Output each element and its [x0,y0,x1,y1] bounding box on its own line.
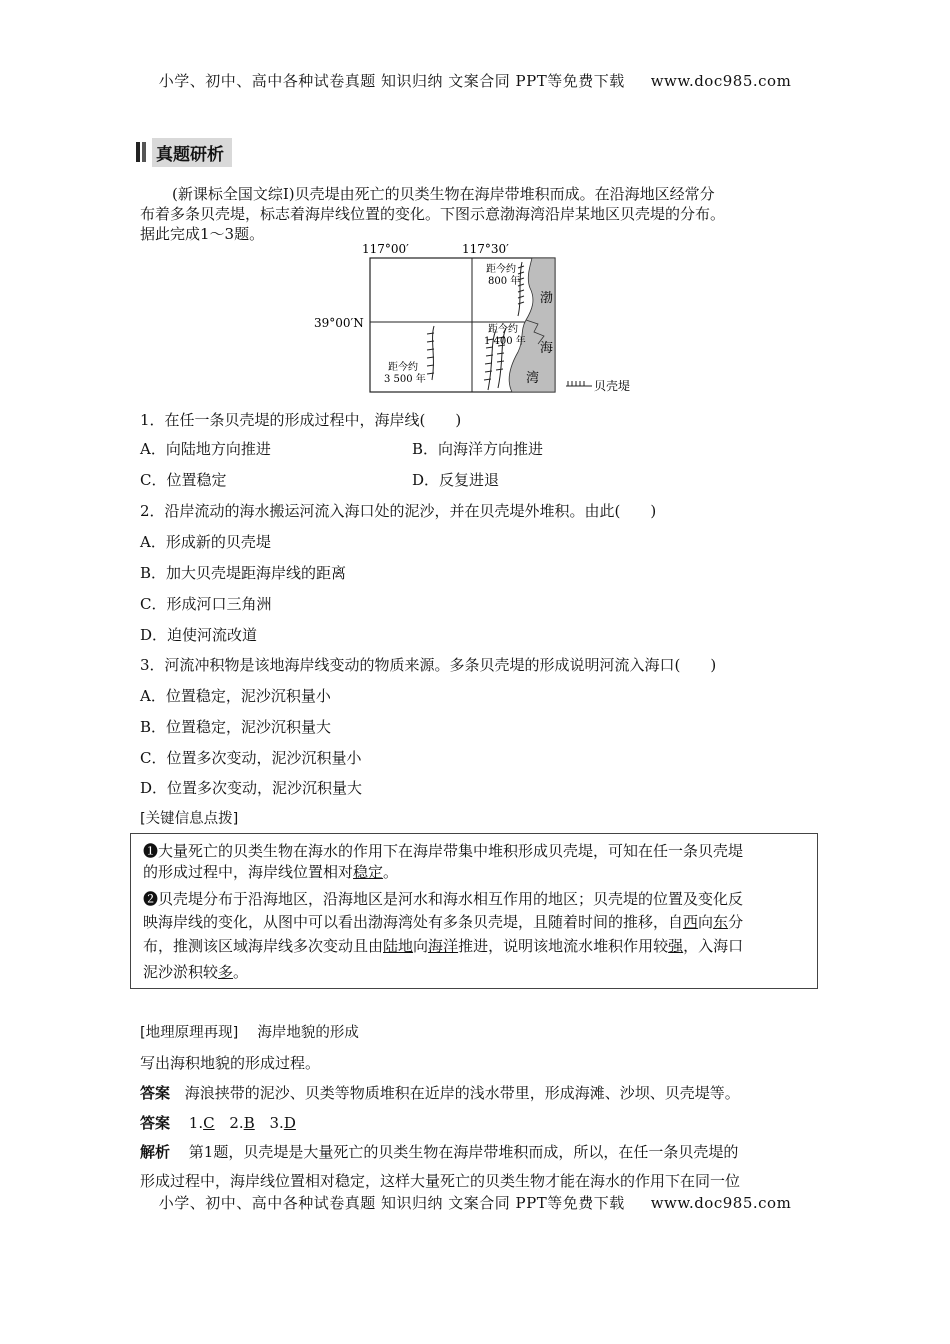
key-p2-text: 泥沙淤积较 [143,963,219,981]
section-title-text: 真题研析 [152,138,232,167]
lat-label: 39°00′N [314,316,364,330]
title-bar-icon [142,142,146,162]
ridge-1400-label-a: 距今约 [488,324,518,335]
principle-answer-text: 海浪挟带的泥沙、贝类等物质堆积在近岸的浅水带里，形成海滩、沙坝、贝壳堤等。 [184,1084,740,1102]
page-header [0,70,950,91]
q3-option-a[interactable]: A．位置稳定，泥沙沉积量小 [140,687,331,705]
intro-line-3: 据此完成1～3题。 [140,225,265,243]
key-p2-line2 [143,911,813,932]
answer-3-num: 3. [269,1114,284,1132]
q3-option-c[interactable]: C．位置多次变动，泥沙沉积量小 [140,749,362,767]
ridge-3500-label-a: 距今约 [388,362,418,373]
key-underline-more: 多 [218,963,234,981]
key-p1-text: 的形成过程中，海岸线位置相对 [143,863,354,881]
key-p2-text: 向 [698,913,714,931]
q1-option-c[interactable]: C．位置稳定 [140,471,227,489]
question-2: 2．沿岸流动的海水搬运河流入海口处的泥沙，并在贝壳堤外堆积。由此( ) [140,502,657,520]
shell-ridge-3500 [427,326,434,380]
key-underline-land: 陆地 [383,937,414,955]
q3-option-d[interactable]: D．位置多次变动，泥沙沉积量大 [140,779,363,797]
lon-label-2: 117°30′ [462,242,509,256]
key-p1-line1: ❶大量死亡的贝类生物在海水的作用下在海岸带集中堆积形成贝壳堤，可知在任一条贝壳堤 [143,842,744,860]
q1-option-d[interactable]: D．反复进退 [412,471,500,489]
key-p2-text: 映海岸线的变化，从图中可以看出渤海湾处有多条贝壳堤，且随着时间的推移，自 [143,913,684,931]
sea-label-hai: 海 [540,341,554,356]
principle-prompt: 写出海积地貌的形成过程。 [140,1054,321,1072]
answers-line [140,1112,296,1133]
analysis-text-1: 第1题，贝壳堤是大量死亡的贝类生物在海岸带堆积而成，所以，在任一条贝壳堤的 [188,1143,739,1161]
q1-option-b[interactable]: B．向海洋方向推进 [412,440,544,458]
answer-1: C [203,1114,215,1132]
q1-option-a[interactable]: A．向陆地方向推进 [140,440,271,458]
ridge-1400-label-b: 1 400 年 [484,336,526,347]
key-p2-line4 [143,961,813,982]
answers-label: 答案 [140,1114,171,1132]
intro-line-2: 布着多条贝壳堤，标志着海岸线位置的变化。下图示意渤海湾沿岸某地区贝壳堤的分布。 [140,205,726,223]
key-info-label: [关键信息点拨] [140,811,239,827]
question-1: 1．在任一条贝壳堤的形成过程中，海岸线( ) [140,411,462,429]
key-p2-text: 分 [728,913,744,931]
principle-heading [140,1021,359,1042]
ridge-800-label-b: 800 年 [488,276,521,287]
answer-2-num: 2. [229,1114,244,1132]
key-underline-ocean: 海洋 [428,937,459,955]
key-p2-text: 。 [233,963,249,981]
key-p2-text: 布，推测该区域海岸线多次变动且由 [143,937,384,955]
q2-option-d[interactable]: D．迫使河流改道 [140,626,258,644]
key-p2-line3 [143,935,813,956]
shell-ridge-map [300,240,660,395]
key-p2-text: 向 [413,937,429,955]
answer-2: B [243,1114,255,1132]
title-bar-icon [136,142,140,162]
principle-title: 海岸地貌的形成 [257,1025,359,1041]
footer-text: 小学、初中、高中各种试卷真题 知识归纳 文案合同 PPT等免费下载 [158,1194,625,1212]
section-title [136,138,232,166]
legend-label: 贝壳堤 [594,379,631,393]
key-p1-end: 。 [383,863,399,881]
principle-label: [地理原理再现] [140,1025,239,1041]
analysis-line-2: 形成过程中，海岸线位置相对稳定，这样大量死亡的贝类生物才能在海水的作用下在同一位 [140,1172,741,1190]
answer-3: D [283,1114,296,1132]
q2-option-c[interactable]: C．形成河口三角洲 [140,595,272,613]
page-footer [0,1192,950,1213]
ridge-3500-label-b: 3 500 年 [384,374,426,385]
analysis-label: 解析 [140,1143,171,1161]
lon-label-1: 117°00′ [362,242,409,256]
question-3: 3．河流冲积物是该地海岸线变动的物质来源。多条贝壳堤的形成说明河流入海口( ) [140,656,717,674]
principle-answer-label: 答案 [140,1084,171,1102]
ridge-800-label-a: 距今约 [486,264,516,275]
legend-shell-ridge-icon [566,381,592,386]
sea-label-bo: 渤 [540,291,554,306]
analysis-line-1 [140,1141,812,1162]
q2-option-a[interactable]: A．形成新的贝壳堤 [140,533,271,551]
footer-site[interactable]: www.doc985.com [650,1194,792,1212]
header-text: 小学、初中、高中各种试卷真题 知识归纳 文案合同 PPT等免费下载 [158,72,625,90]
key-p2-text: ，入海口 [683,937,744,955]
key-p1-line2 [143,861,813,882]
key-p2-line1: ❷贝壳堤分布于沿海地区，沿海地区是河水和海水相互作用的地区；贝壳堤的位置及变化反 [143,890,744,908]
sea-label-wan: 湾 [526,371,540,386]
key-underline-strong: 强 [668,937,684,955]
answer-1-num: 1. [188,1114,204,1132]
principle-answer [140,1082,740,1103]
q3-option-b[interactable]: B．位置稳定，泥沙沉积量大 [140,718,332,736]
header-site[interactable]: www.doc985.com [650,72,792,90]
key-info-box [130,833,818,989]
intro-line-1: (新课标全国文综Ⅰ)贝壳堤由死亡的贝类生物在海岸带堆积而成。在沿海地区经常分 [172,185,715,203]
key-p2-text: 推进，说明该地流水堆积作用较 [458,937,669,955]
shell-ridge-800 [518,262,524,316]
intro-paragraph [140,184,812,244]
key-underline-west: 西 [683,913,699,931]
key-underline-east: 东 [713,913,729,931]
q2-option-b[interactable]: B．加大贝壳堤距海岸线的距离 [140,564,347,582]
key-underline-stable: 稳定 [353,863,384,881]
map-svg [300,240,660,395]
